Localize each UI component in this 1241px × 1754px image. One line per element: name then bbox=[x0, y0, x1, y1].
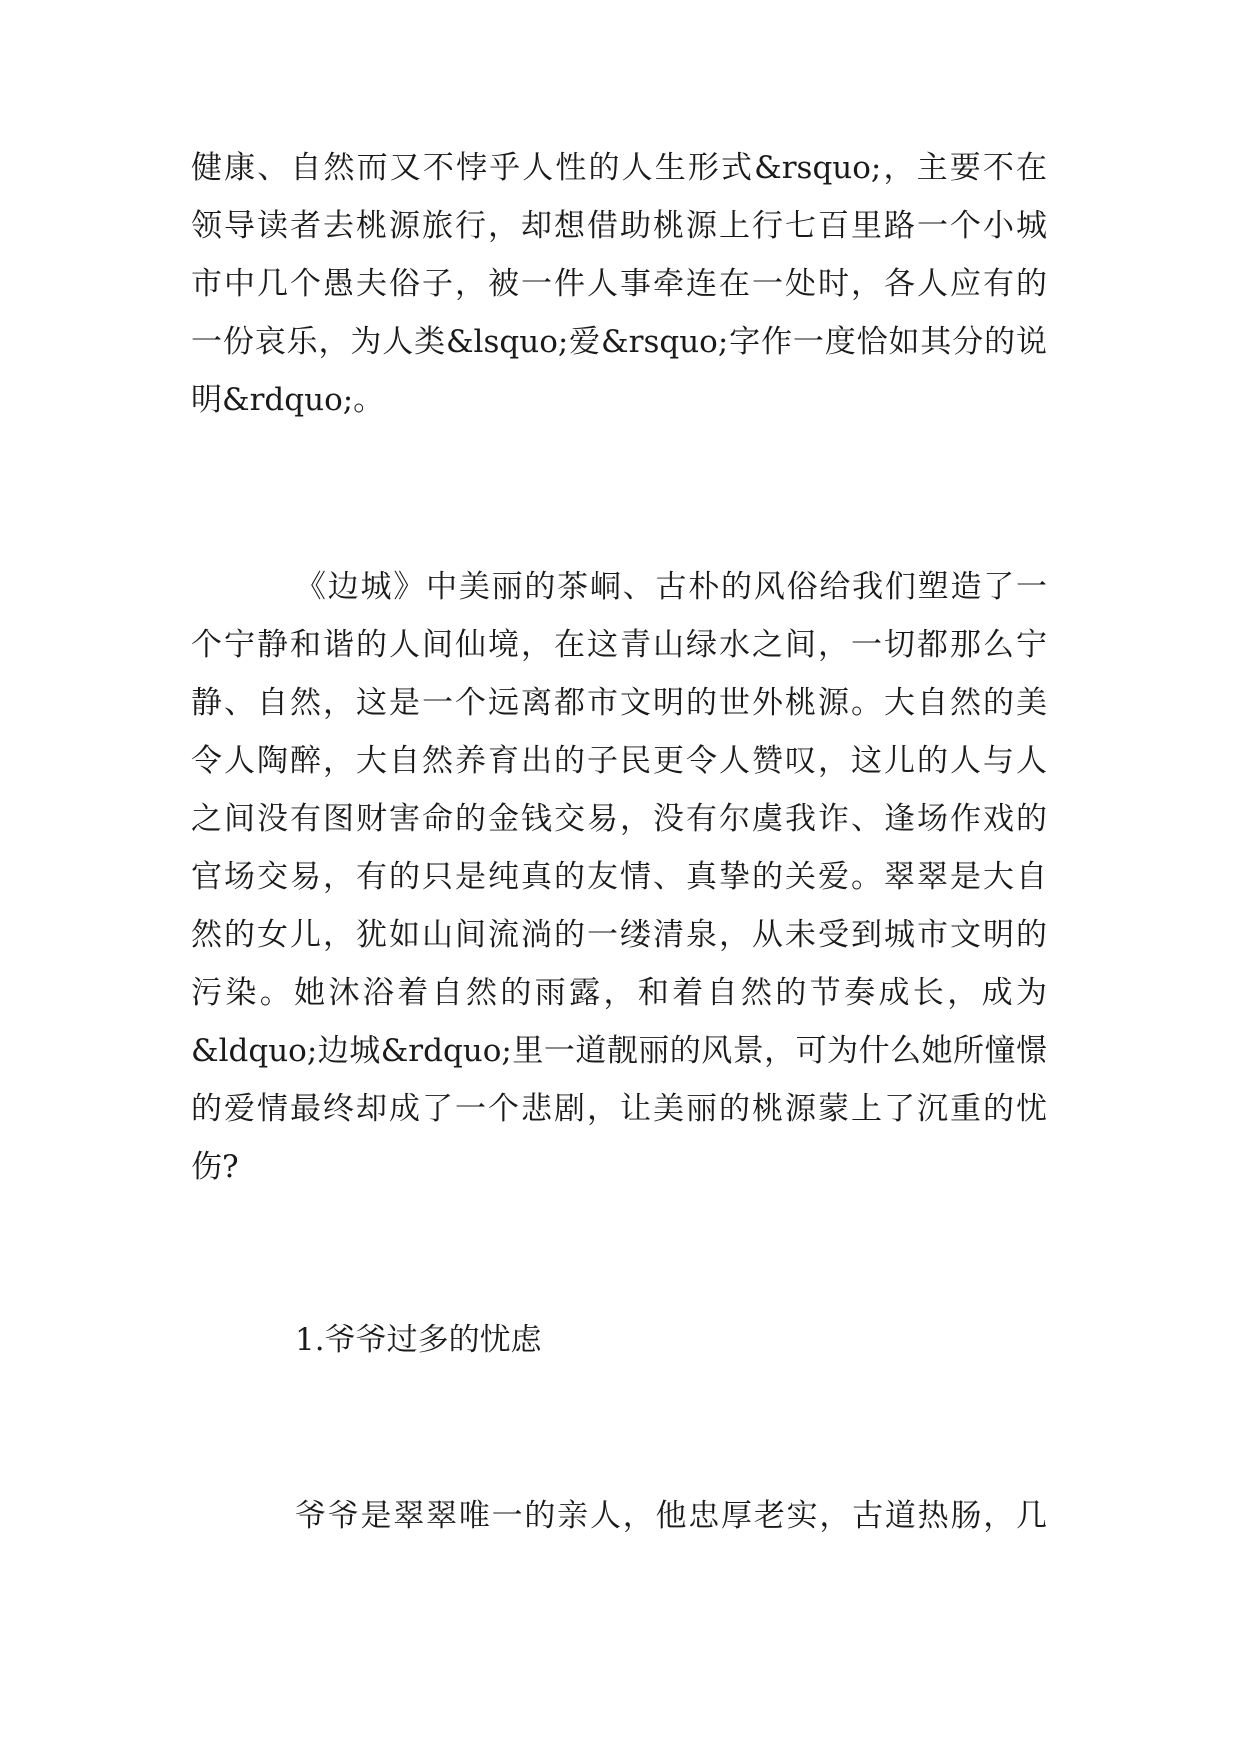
section-heading: 1.爷爷过多的忧虑 bbox=[295, 1322, 542, 1358]
paragraph-2-line-10: 的爱情最终却成了一个悲剧，让美丽的桃源蒙上了沉重的忧 bbox=[191, 1091, 1047, 1127]
paragraph-2-line-8: 污染。她沐浴着自然的雨露，和着自然的节奏成长，成为 bbox=[191, 975, 1047, 1011]
paragraph-2-line-9: &ldquo;边城&rdquo;里一道靓丽的风景，可为什么她所憧憬 bbox=[191, 1033, 1047, 1069]
paragraph-2-line-3: 静、自然，这是一个远离都市文明的世外桃源。大自然的美 bbox=[191, 685, 1047, 721]
paragraph-1-line-4: 一份哀乐，为人类&lsquo;爱&rsquo;字作一度恰如其分的说 bbox=[191, 324, 1047, 360]
paragraph-1-line-3: 市中几个愚夫俗子，被一件人事牵连在一处时，各人应有的 bbox=[191, 266, 1047, 302]
paragraph-2-line-1: 《边城》中美丽的茶峒、古朴的风俗给我们塑造了一 bbox=[295, 569, 1047, 605]
paragraph-2-line-6: 官场交易，有的只是纯真的友情、真挚的关爱。翠翠是大自 bbox=[191, 859, 1047, 895]
paragraph-2-line-4: 令人陶醉，大自然养育出的子民更令人赞叹，这儿的人与人 bbox=[191, 743, 1047, 779]
paragraph-3-line-1: 爷爷是翠翠唯一的亲人，他忠厚老实，古道热肠，几 bbox=[295, 1498, 1047, 1534]
paragraph-2-line-11: 伤? bbox=[191, 1149, 239, 1185]
paragraph-1-line-5: 明&rdquo;。 bbox=[191, 382, 385, 418]
paragraph-2-line-2: 个宁静和谐的人间仙境，在这青山绿水之间，一切都那么宁 bbox=[191, 627, 1047, 663]
paragraph-1-line-1: 健康、自然而又不悖乎人性的人生形式&rsquo;，主要不在 bbox=[191, 150, 1047, 186]
paragraph-2-line-5: 之间没有图财害命的金钱交易，没有尔虞我诈、逢场作戏的 bbox=[191, 801, 1047, 837]
paragraph-1-line-2: 领导读者去桃源旅行，却想借助桃源上行七百里路一个小城 bbox=[191, 208, 1047, 244]
paragraph-2-line-7: 然的女儿，犹如山间流淌的一缕清泉，从未受到城市文明的 bbox=[191, 917, 1047, 953]
